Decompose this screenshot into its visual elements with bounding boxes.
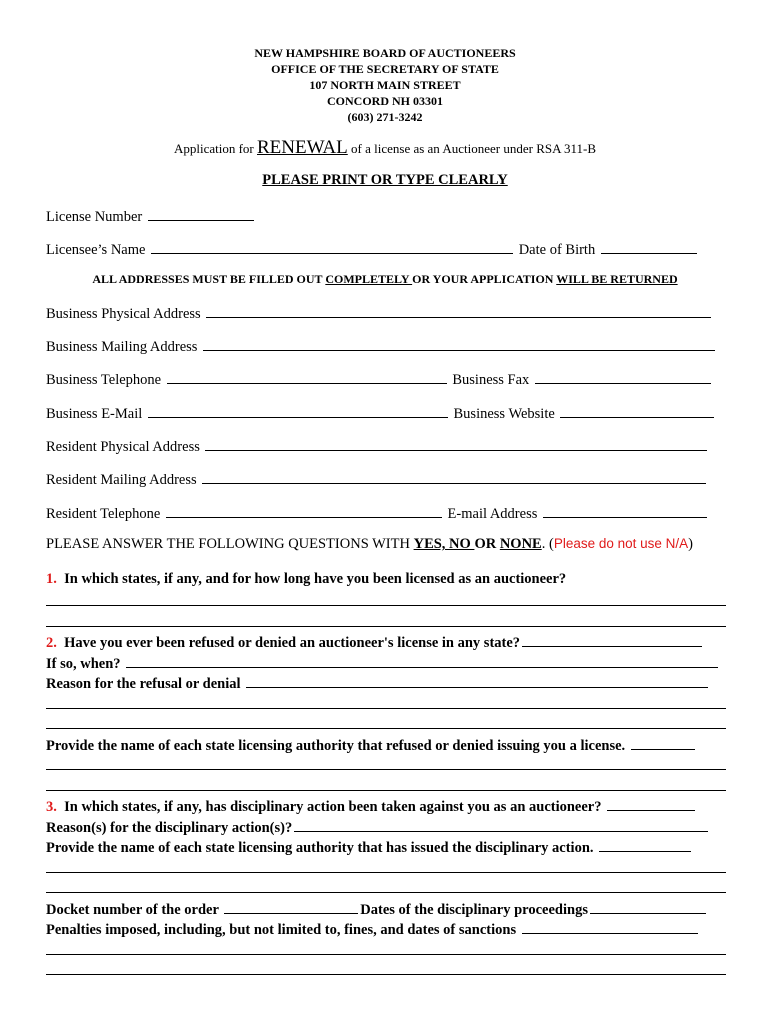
instruction-none: NONE (499, 536, 542, 552)
date-of-birth-field[interactable] (601, 239, 697, 254)
instruction-or: OR (474, 536, 500, 552)
business-telephone-field[interactable] (167, 369, 447, 384)
question-2-authority-line[interactable] (46, 790, 726, 791)
question-1 (46, 571, 566, 588)
question-2-number: 2. (46, 635, 57, 651)
question-3-authority-row (46, 837, 693, 857)
question-1-number: 1. (46, 571, 57, 587)
resident-telephone-label: Resident Telephone (46, 506, 161, 522)
header-city: CONCORD NH 03301 (327, 94, 443, 108)
dates-label: Dates of the disciplinary proceedings (360, 902, 588, 918)
header-street: 107 NORTH MAIN STREET (309, 78, 461, 92)
business-website-label: Business Website (453, 406, 555, 422)
license-number-field[interactable] (148, 206, 254, 221)
docket-row (46, 899, 708, 919)
penalties-field[interactable] (522, 919, 698, 934)
address-notice-part1: ALL ADDRESSES MUST BE FILLED OUT (92, 272, 326, 286)
question-2-answer-line[interactable] (46, 708, 726, 709)
instruction-text: PLEASE ANSWER THE FOLLOWING QUESTIONS WITH (46, 536, 414, 552)
question-3 (46, 796, 697, 816)
question-3-text: In which states, if any, has disciplinary action been taken against you as an auctioneer? (64, 799, 602, 815)
header-phone: (603) 271-3242 (347, 110, 423, 124)
address-notice-completely: COMPLETELY (325, 272, 413, 286)
resident-mailing-label: Resident Mailing Address (46, 472, 197, 488)
penalties-label: Penalties imposed, including, but not limited to, fines, and dates of sanctions (46, 922, 517, 938)
business-mailing-field[interactable] (203, 336, 715, 351)
business-telephone-row (46, 369, 713, 389)
address-notice-returned: WILL BE RETURNED (556, 272, 678, 286)
instruction-open: . ( (541, 536, 554, 552)
business-website-field[interactable] (560, 403, 714, 418)
header-agency: NEW HAMPSHIRE BOARD OF AUCTIONEERS (254, 46, 516, 60)
email-address-field[interactable] (543, 503, 707, 518)
question-3-reasons-row (46, 817, 710, 837)
question-3-answer-field[interactable] (607, 796, 695, 811)
business-physical-row (46, 303, 713, 323)
question-2-authority-line[interactable] (46, 769, 726, 770)
business-email-label: Business E-Mail (46, 406, 143, 422)
resident-physical-row (46, 436, 709, 456)
question-2-when-field[interactable] (126, 653, 718, 668)
licensee-name-row (46, 239, 699, 259)
header-office: OFFICE OF THE SECRETARY OF STATE (271, 62, 499, 76)
answer-instruction (46, 536, 693, 553)
application-renewal: RENEWAL (257, 137, 348, 158)
license-number-label: License Number (46, 209, 143, 225)
penalties-answer-line[interactable] (46, 974, 726, 975)
business-telephone-label: Business Telephone (46, 372, 162, 388)
question-2-reason-row (46, 673, 710, 693)
email-address-label: E-mail Address (447, 506, 538, 522)
question-3-reasons-label: Reason(s) for the disciplinary action(s)? (46, 820, 293, 836)
question-3-reasons-field[interactable] (294, 817, 708, 832)
application-prefix: Application for (173, 141, 254, 156)
question-1-text: In which states, if any, and for how long have you been licensed as an auctioneer? (64, 571, 567, 587)
application-suffix: of a license as an Auctioneer under RSA 311-B (351, 141, 597, 156)
business-mailing-label: Business Mailing Address (46, 339, 198, 355)
question-2-answer-field[interactable] (522, 632, 702, 647)
question-1-answer-line[interactable] (46, 605, 726, 606)
question-2-authority-row (46, 735, 697, 755)
instruction-yes-no: YES, NO (413, 536, 475, 552)
business-mailing-row (46, 336, 717, 356)
date-of-birth-label: Date of Birth (518, 242, 596, 258)
resident-telephone-field[interactable] (166, 503, 442, 518)
question-2-answer-line[interactable] (46, 728, 726, 729)
resident-physical-label: Resident Physical Address (46, 439, 200, 455)
question-2-when-row (46, 653, 720, 673)
business-physical-label: Business Physical Address (46, 306, 201, 322)
business-email-field[interactable] (148, 403, 448, 418)
resident-mailing-row (46, 469, 708, 489)
address-notice (0, 272, 770, 287)
question-3-answer-line[interactable] (46, 892, 726, 893)
question-3-authority-label: Provide the name of each state licensing authority that has issued the disciplinary action. (46, 840, 594, 856)
question-2-text: Have you ever been refused or denied an auctioneer's license in any state? (64, 635, 521, 651)
licensee-name-field[interactable] (151, 239, 513, 254)
question-1-answer-line[interactable] (46, 626, 726, 627)
business-email-row (46, 403, 716, 423)
resident-telephone-row (46, 503, 709, 523)
penalties-row (46, 919, 700, 939)
question-2-authority-label: Provide the name of each state licensing authority that refused or denied issuing you a license. (46, 738, 626, 754)
license-number-row (46, 206, 256, 226)
application-line (0, 137, 770, 159)
penalties-answer-line[interactable] (46, 954, 726, 955)
resident-physical-field[interactable] (205, 436, 707, 451)
print-notice: PLEASE PRINT OR TYPE CLEARLY (262, 172, 508, 188)
instruction-note: Please do not use N/A (553, 536, 689, 551)
instruction-close: ) (688, 536, 693, 552)
address-notice-part2: OR YOUR APPLICATION (412, 272, 557, 286)
licensee-name-label: Licensee’s Name (46, 242, 146, 258)
dates-field[interactable] (590, 899, 706, 914)
resident-mailing-field[interactable] (202, 469, 706, 484)
question-3-answer-line[interactable] (46, 872, 726, 873)
question-3-number: 3. (46, 799, 57, 815)
business-fax-label: Business Fax (452, 372, 530, 388)
business-fax-field[interactable] (535, 369, 711, 384)
question-2-when-label: If so, when? (46, 656, 121, 672)
question-2-reason-label: Reason for the refusal or denial (46, 676, 241, 692)
docket-field[interactable] (224, 899, 358, 914)
docket-label: Docket number of the order (46, 902, 219, 918)
question-2-authority-field[interactable] (631, 735, 695, 750)
question-2-reason-field[interactable] (246, 673, 708, 688)
question-2 (46, 632, 704, 652)
business-physical-field[interactable] (206, 303, 711, 318)
question-3-authority-field[interactable] (599, 837, 691, 852)
